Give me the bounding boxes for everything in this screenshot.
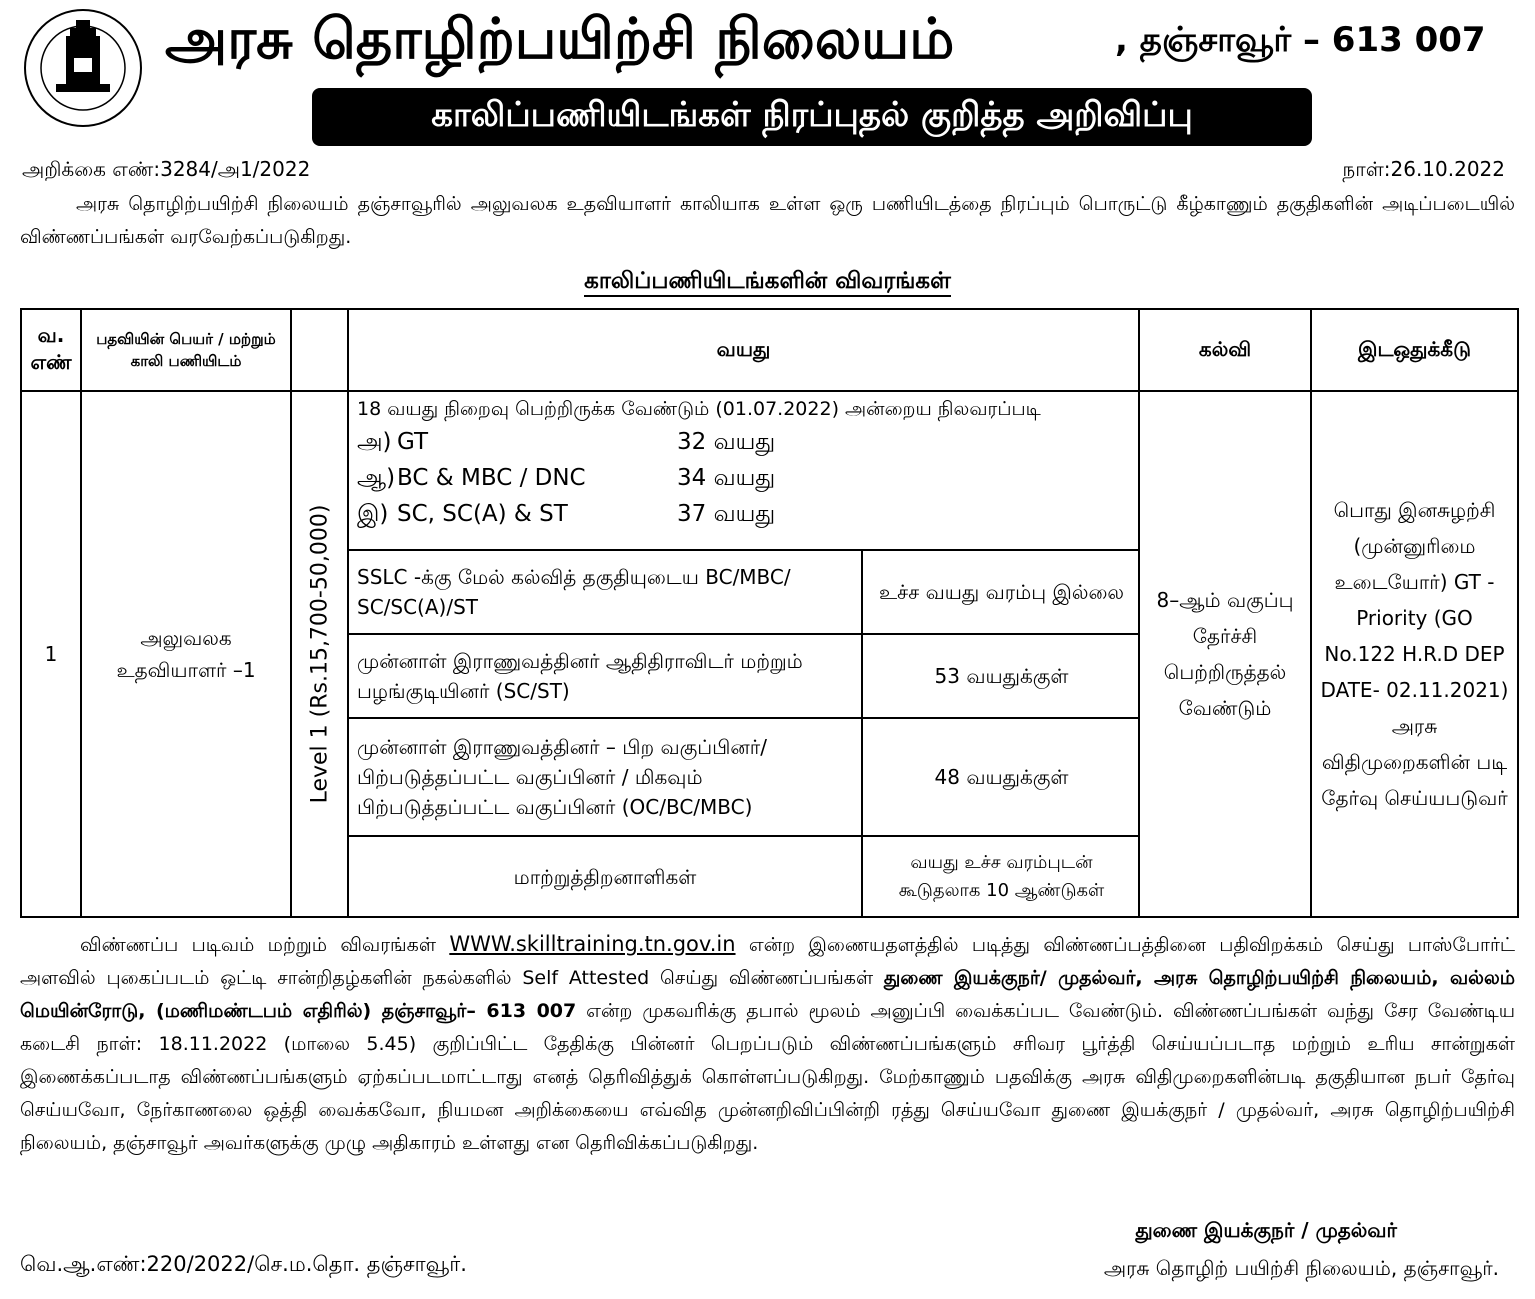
age-limit-list xyxy=(357,424,1132,532)
age-row-right: 53 வயதுக்குள் xyxy=(862,634,1140,718)
cell-level xyxy=(291,391,348,917)
institute-title: அரசு தொழிற்பயிற்சி நிலையம் xyxy=(165,7,955,72)
header-age: வயது xyxy=(348,309,1139,391)
header-post: பதவியின் பெயர் / மற்றும் காலி பணியிடம் xyxy=(81,309,291,391)
age-category-gt: GT xyxy=(397,429,429,455)
website-link[interactable]: WWW.skilltraining.tn.gov.in xyxy=(449,932,736,956)
cell-reservation: பொது இனசுழற்சி (முன்னுரிமை உடையோர்) GT -Priority (GO No.122 H.R.D DEP DATE- 02.11.2021) அரசு விதிமுறைகளின் படி தேர்வு செய்யபடுவர் xyxy=(1311,391,1518,917)
section-heading-text: காலிப்பணியிடங்களின் விவரங்கள் xyxy=(584,268,951,297)
section-heading xyxy=(0,268,1535,297)
header-education: கல்வி xyxy=(1139,309,1311,391)
vacancy-table xyxy=(20,308,1519,918)
signatory-organization: அரசு தொழிற் பயிற்சி நிலையம், தஞ்சாவூர். xyxy=(1103,1256,1499,1280)
age-value-bc: 34 வயது xyxy=(677,465,776,491)
header-sno: வ. எண் xyxy=(21,309,81,391)
instructions-part2: என்ற இணையதளத்தில் படித்து விண்ணப்பத்தினை பதிவிறக்கம் செய்து பாஸ்போர்ட் அளவில் புகைப்படம் ஒட்டி சான்றிதழ்களின் நகல்களில் Self Attested செய்து விண்ணப்பங்கள் xyxy=(20,934,1515,989)
age-general xyxy=(349,392,1140,550)
age-category-sc: SC, SC(A) & ST xyxy=(397,501,568,527)
age-row-right: வயது உச்ச வரம்புடன் கூடுதலாக 10 ஆண்டுகள் xyxy=(862,836,1140,916)
header-level-blank xyxy=(291,309,348,391)
age-category-bc: BC & MBC / DNC xyxy=(397,465,586,491)
instructions-part3: என்ற முகவரிக்கு தபால் மூலம் அனுப்பி வைக்கப்பட வேண்டும். விண்ணப்பங்கள் வந்து சேர வேண்டிய கடைசி நாள்: 18.11.2022 (மாலை 5.45) குறிப்பிட்ட தேதிக்கு பின்னர் பெறப்படும் விண்ணப்பங்களும் சரிவர பூர்த்தி செய்யப்படாத மற்றும் உரிய சான்றுகள் இணைக்கப்படாத விண்ணப்பங்களும் ஏற்கப்படமாட்டாது எனத் தெரிவித்துக் கொள்ளப்படுகிறது. மேற்காணும் பதவிக்கு அரசு விதிமுறைகளின்படி தகுதியான நபர் தேர்வு செய்யவோ, நேர்காணலை ஒத்தி வைக்கவோ, நியமன அறிக்கையை எவ்வித முன்னறிவிப்பின்றி ரத்து செய்யவோ துணை இயக்குநர் / முதல்வர், அரசு தொழிற்பயிற்சி நிலையம், தஞ்சாவூர் அவர்களுக்கு முழு அதிகாரம் உள்ளது என தெரிவிக்கப்படுகிறது. xyxy=(20,1000,1515,1154)
age-mark-b: ஆ) xyxy=(357,465,396,491)
postal-address: துணை இயக்குநர்/ முதல்வர், அரசு தொழிற்பயிற்சி நிலையம், வல்லம் மெயின்ரோடு, (மணிமண்டபம் எதிரில்) தஞ்சாவூர்– 613 007 xyxy=(20,967,1515,1022)
instructions-paragraph xyxy=(20,928,1515,1160)
age-row-left: SSLC -க்கு மேல் கல்வித் தகுதியுடைய BC/MBC/ SC/SC(A)/ST xyxy=(349,550,862,634)
header-reservation: இடஒதுக்கீடு xyxy=(1311,309,1518,391)
age-value-gt: 32 வயது xyxy=(677,429,776,455)
notice-date: நாள்:26.10.2022 xyxy=(1342,157,1505,181)
intro-paragraph: அரசு தொழிற்பயிற்சி நிலையம் தஞ்சாவூரில் அலுவலக உதவியாளர் காலியாக உள்ள ஒரு பணியிடத்தை நிரப்பும் பொருட்டு கீழ்காணும் தகுதிகளின் அடிப்படையில் விண்ணப்பங்கள் வரவேற்கப்படுகிறது. xyxy=(20,193,1515,248)
press-reference: வெ.ஆ.எண்:220/2022/செ.ம.தொ. தஞ்சாவூர். xyxy=(20,1252,467,1276)
cell-age xyxy=(348,391,1139,917)
tn-government-emblem xyxy=(8,6,158,136)
cell-post: அலுவலக உதவியாளர் –1 xyxy=(81,391,291,917)
age-value-sc: 37 வயது xyxy=(677,501,776,527)
age-mark-a: அ) xyxy=(357,429,392,455)
age-row-right: 48 வயதுக்குள் xyxy=(862,718,1140,836)
age-intro-text: 18 வயது நிறைவு பெற்றிருக்க வேண்டும் (01.07.2022) அன்றைய நிலவரப்படி xyxy=(357,398,1041,420)
age-row-right: உச்ச வயது வரம்பு இல்லை xyxy=(862,550,1140,634)
signatory-title: துணை இயக்குநர் / முதல்வர் xyxy=(1135,1218,1397,1242)
age-row-left: மாற்றுத்திறனாளிகள் xyxy=(349,836,862,916)
notice-banner xyxy=(312,88,1312,146)
age-mark-c: இ) xyxy=(357,501,389,527)
pay-level-text: Level 1 (Rs.15,700-50,000) xyxy=(307,504,332,804)
instructions-part1: விண்ணப்ப படிவம் மற்றும் விவரங்கள் xyxy=(80,934,450,956)
age-row-left: முன்னாள் இராணுவத்தினர் ஆதிதிராவிடர் மற்றும் பழங்குடியினர் (SC/ST) xyxy=(349,634,862,718)
notice-banner-text: காலிப்பணியிடங்கள் நிரப்புதல் குறித்த அறிவிப்பு xyxy=(431,95,1193,135)
reference-number: அறிக்கை எண்:3284/அ1/2022 xyxy=(22,157,311,181)
age-row-left: முன்னாள் இராணுவத்தினர் – பிற வகுப்பினர்/ பிற்படுத்தப்பட்ட வகுப்பினர் / மிகவும் பிற்படுத்தப்பட்ட வகுப்பினர் (OC/BC/MBC) xyxy=(349,718,862,836)
cell-education: 8–ஆம் வகுப்பு தேர்ச்சி பெற்றிருத்தல் வேண்டும் xyxy=(1139,391,1311,917)
institute-location: , தஞ்சாவூர் – 613 007 xyxy=(1115,20,1486,60)
cell-sno: 1 xyxy=(21,391,81,917)
